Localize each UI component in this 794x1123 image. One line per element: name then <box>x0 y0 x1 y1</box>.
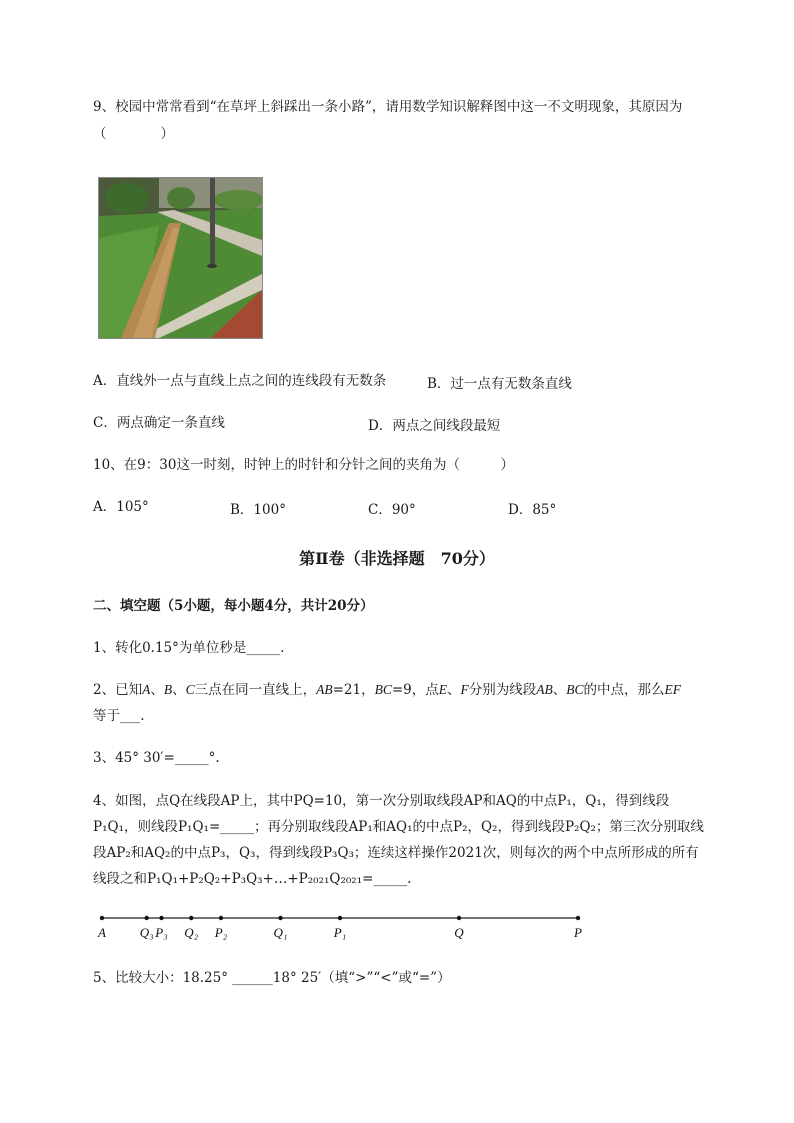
point-7 <box>457 916 461 920</box>
point-label-7: Q <box>454 925 464 940</box>
fill-q3: 3、45° 30′=_____°. <box>93 750 220 766</box>
q2-var-ef: EF <box>664 682 682 697</box>
q9-option-a: A．直线外一点与直线上点之间的连线段有无数条 <box>93 373 387 389</box>
q2-var-c: C <box>185 682 195 697</box>
q2-var-e: E <box>438 682 448 697</box>
point-label-1: Q₃ <box>139 925 154 940</box>
point-0 <box>100 916 104 920</box>
q2-text: 的中点，那么 <box>583 682 665 698</box>
q2-var-bc: BC <box>374 682 392 697</box>
section2-title: 二、填空题（5小题，每小题4分，共计20分） <box>93 598 374 614</box>
point-2 <box>159 916 163 920</box>
q2-text: =21， <box>332 682 375 698</box>
point-label-0: A <box>98 925 106 940</box>
number-line-figure <box>90 905 590 945</box>
fill-q4-line4: 线段之和P₁Q₁+P₂Q₂+P₃Q₃+…+P₂₀₂₁Q₂₀₂₁=_____. <box>93 871 412 887</box>
lawn-path-photo <box>98 177 263 339</box>
q9-option-d: D．两点之间线段最短 <box>368 418 501 434</box>
fill-q1: 1、转化0.15°为单位秒是_____. <box>93 640 285 656</box>
q10-option-c: C．90° <box>368 502 416 518</box>
q10-option-b: B．100° <box>230 502 286 518</box>
q9-option-c: C．两点确定一条直线 <box>93 415 225 431</box>
fill-q4-line2: P₁Q₁，则线段P₁Q₁=_____；再分别取线段AP₁和AQ₁的中点P₂，Q₂，得到线段P₂Q₂；第三次分别取线 <box>93 819 704 835</box>
point-6 <box>338 916 342 920</box>
point-8 <box>576 916 580 920</box>
point-4 <box>219 916 223 920</box>
point-5 <box>278 916 282 920</box>
fill-q2-line1: 2、已知A、B、C三点在同一直线上，AB=21，BC=9，点E、F分别为线段AB、BC的中点，那么EF <box>93 682 682 698</box>
point-label-6: P₁ <box>333 925 347 940</box>
point-label-8: P <box>574 925 582 940</box>
fill-q2-line2: 等于___. <box>93 708 145 724</box>
q2-var-ab: AB <box>316 682 333 697</box>
point-label-5: Q₁ <box>273 925 288 940</box>
fill-q5: 5、比较大小：18.25° ______18° 25′（填“>”“<”或“=”） <box>93 970 451 986</box>
q2-text: 三点在同一直线上， <box>194 682 317 698</box>
q2-text: 2、已知 <box>93 682 143 698</box>
point-label-4: P₂ <box>214 925 228 940</box>
q2-var-b: B <box>163 682 173 697</box>
q2-var-f: F <box>460 682 469 697</box>
part2-title: 第Ⅱ卷（非选择题 70分） <box>299 549 495 568</box>
q2-var-a: A <box>142 682 151 697</box>
q10-option-d: D．85° <box>508 502 557 518</box>
fill-q4-line3: 段AP₂和AQ₂的中点P₃，Q₃，得到线段P₃Q₃；连续这样操作2021次，则每次的两个中点所形成的所有 <box>93 845 699 861</box>
point-1 <box>144 916 148 920</box>
q9-stem: 9、校园中常常看到“在草坪上斜踩出一条小路”，请用数学知识解释图中这一不文明现象，其原因为 <box>93 99 683 115</box>
q2-var-ab: AB <box>536 682 553 697</box>
q10-stem: 10、在9：30这一时刻，时钟上的时针和分针之间的夹角为（ ） <box>93 457 514 473</box>
point-label-3: Q₂ <box>184 925 199 940</box>
q10-option-a: A．105° <box>93 499 149 515</box>
q9-option-b: B．过一点有无数条直线 <box>427 376 572 392</box>
q2-text: =9，点 <box>391 682 439 698</box>
fill-q4-line1: 4、如图，点Q在线段AP上，其中PQ=10，第一次分别取线段AP和AQ的中点P₁，Q₁，得到线段 <box>93 793 670 809</box>
point-label-2: P₃ <box>155 925 168 940</box>
q2-var-bc: BC <box>566 682 584 697</box>
q9-blank: （ ） <box>93 126 174 142</box>
q2-text: 分别为线段 <box>468 682 537 698</box>
point-3 <box>189 916 193 920</box>
